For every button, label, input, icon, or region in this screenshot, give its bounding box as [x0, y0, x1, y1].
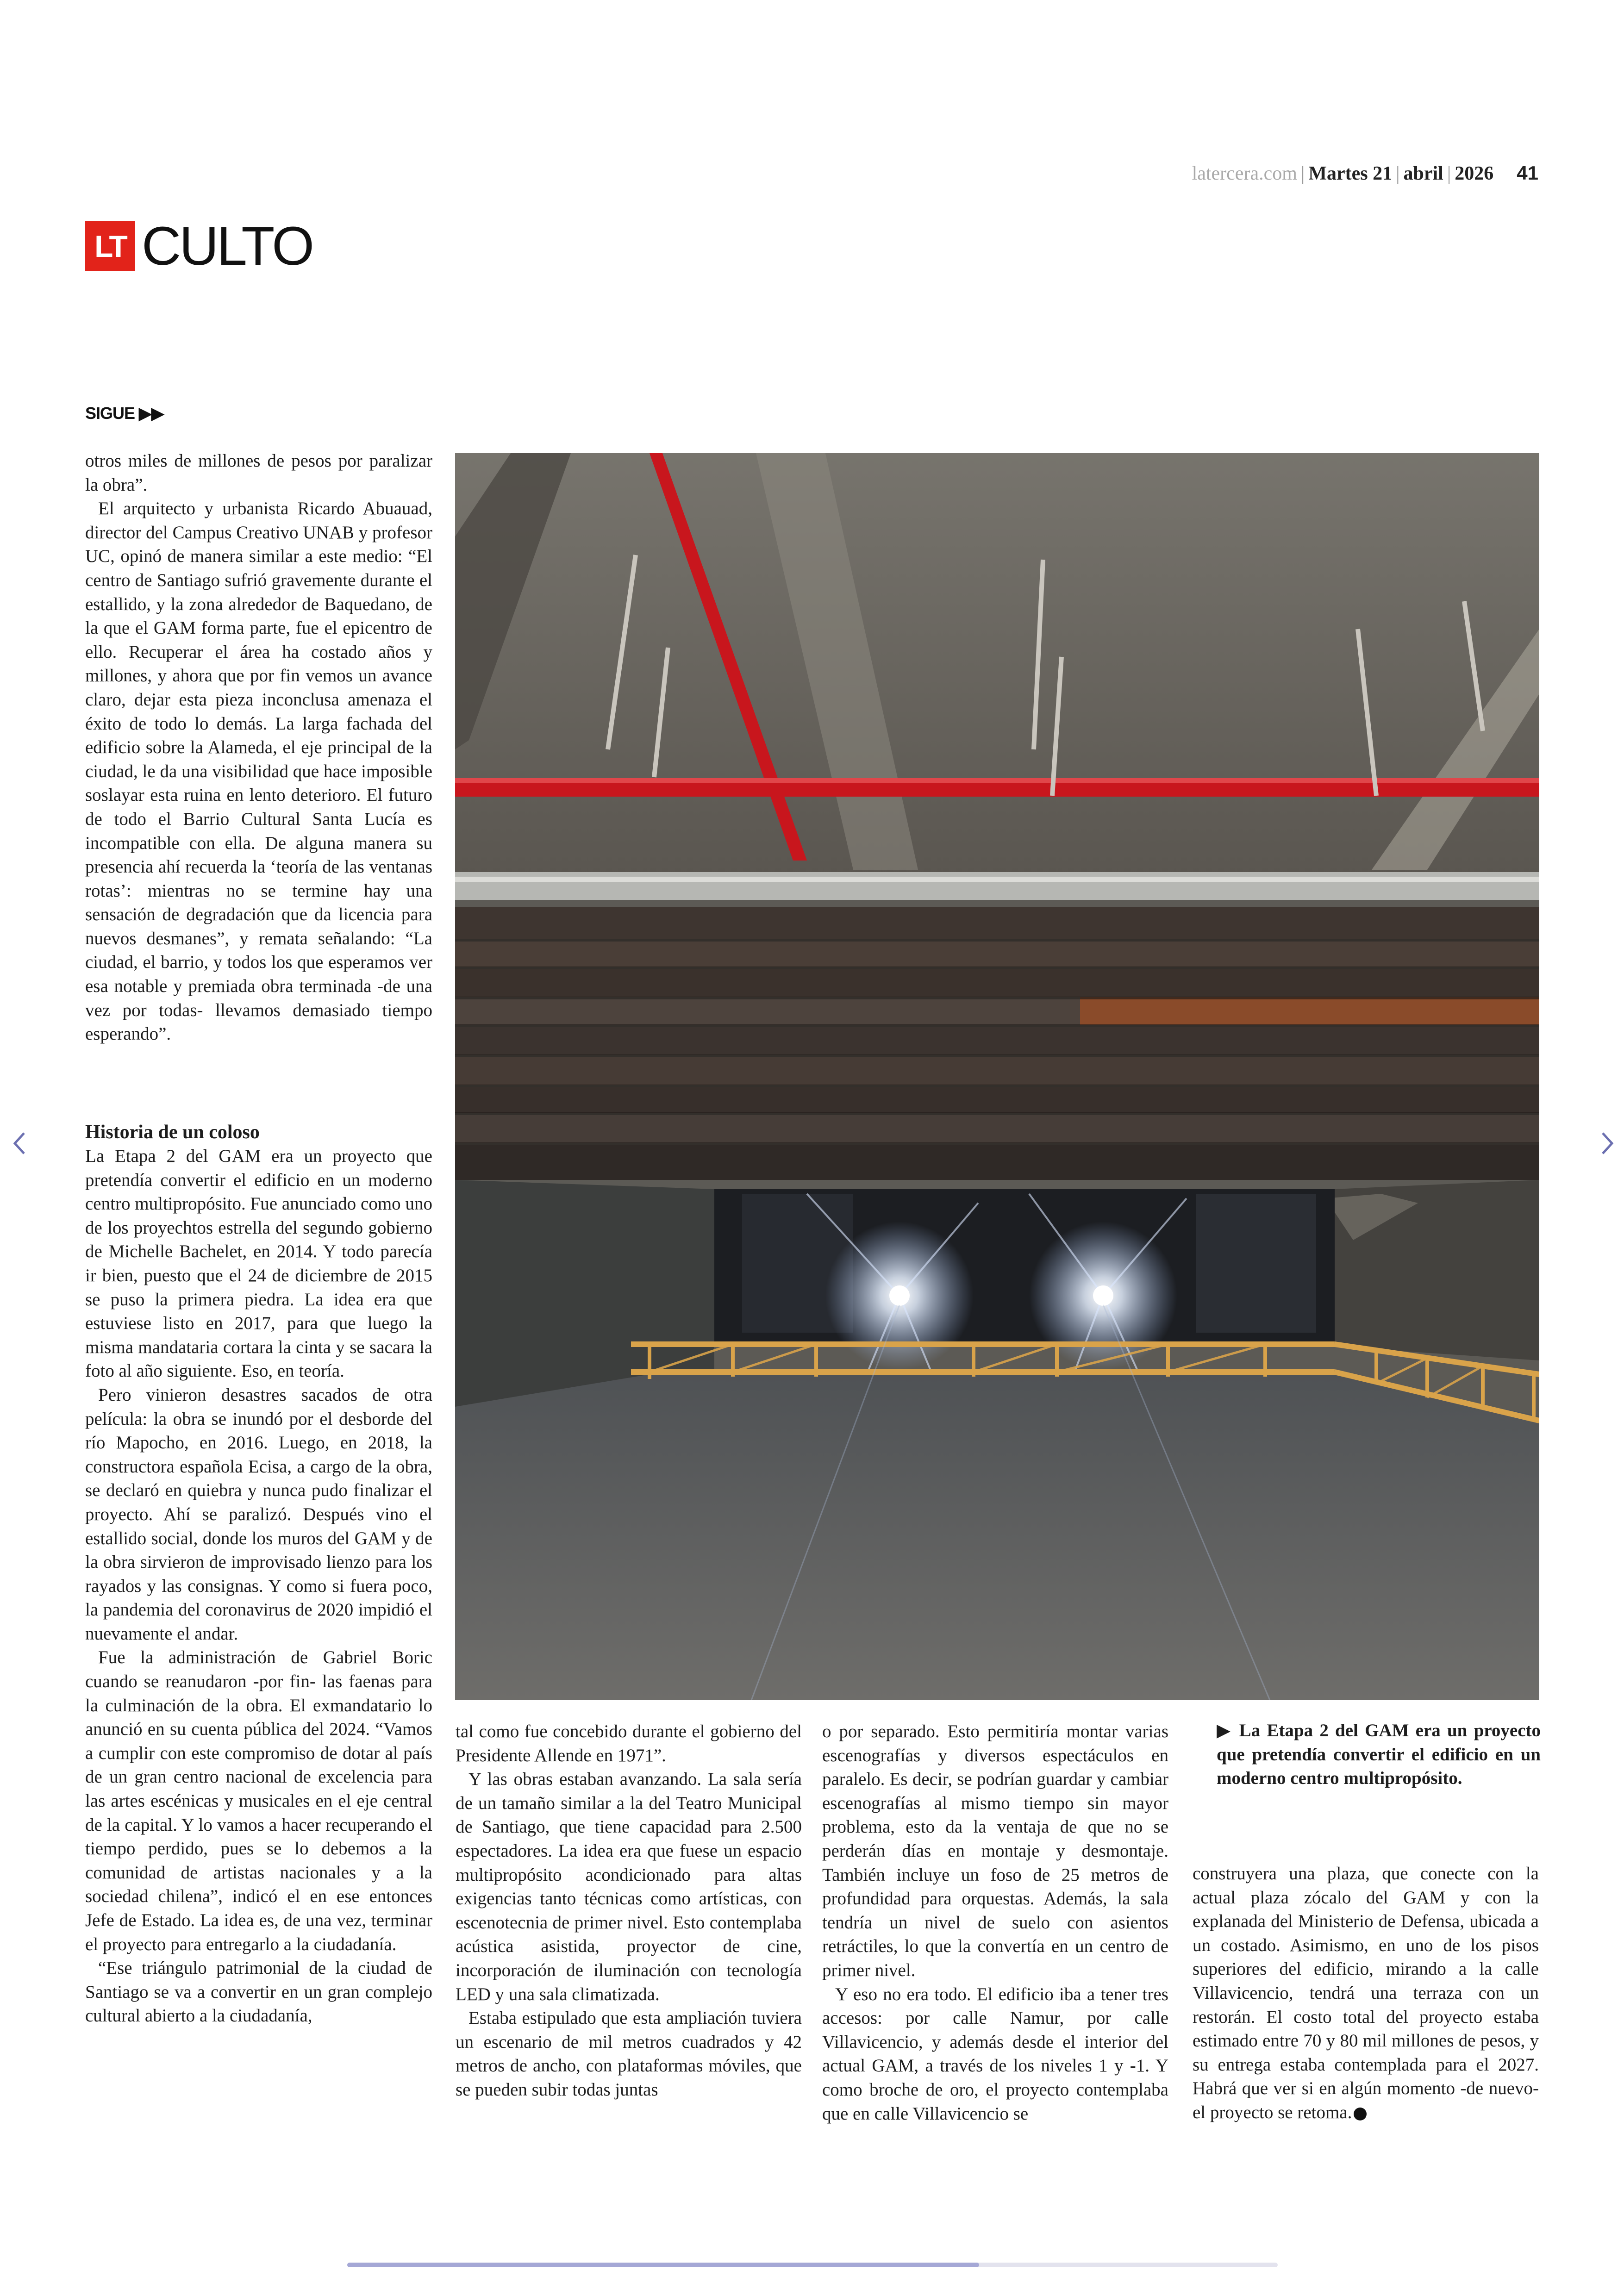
subheading: Historia de un coloso: [85, 1122, 260, 1143]
paragraph: Fue la administración de Gabriel Boric cuando se reanudaron -por fin- las faenas para la culminación de la obra. El exmandatario lo anunció en su cuenta pública del 2024. “Vamos a cumplir con este compromiso de dotar al país de un gran centro nacional de excelencia para las artes escénicas y musicales en el eje central de la capital. Y lo vamos a hacer recuperando el tiempo perdido, pues se lo debemos a la comunidad de artistas nacionales y a la sociedad chilena”, indicó el en ese entonces Jefe de Estado. La idea es, de una vez, terminar el proyecto para entregarlo a la ciudadanía.: [85, 1647, 432, 1954]
paragraph: Y eso no era todo. El edificio iba a tener tres accesos: por calle Namur, por calle Villavicencio, y además desde el interior del actual GAM, a través de los niveles 1 y -1. Y como broche de oro, el proyecto contemplaba que en calle Villavicencio se: [822, 1984, 1168, 2124]
photo-caption: ▶ La Etapa 2 del GAM era un proyecto que pretendía convertir el edificio en un moderno centro multipropósito.: [1217, 1721, 1541, 1789]
scroll-progress-bar[interactable]: [347, 2263, 1278, 2267]
article-column-4: [1193, 1862, 1539, 2125]
section-title: CULTO: [142, 216, 313, 277]
article-column-3: [822, 1720, 1168, 2126]
chevron-right-icon: [1598, 1129, 1617, 1157]
paragraph: otros miles de millones de pesos por paralizar la obra”.: [85, 451, 432, 495]
article-column-1-bottom: [85, 1120, 432, 2028]
section-logo: [85, 216, 313, 277]
continued-label: SIGUE ▶▶: [85, 404, 164, 423]
header-day: Martes 21: [1308, 163, 1393, 184]
paragraph: o por separado. Esto permitiría montar varias escenografías y diversos espectáculos en paralelo. Es decir, se podrían guardar y cambiar escenografías al mismo tiempo sin mayor problema, esto da la ventaja de que no se perderán días en montaje y desmontaje. También incluye un foso de 25 metros de profundidad para orquestas. Además, la sala tendría un nivel de suelo con asientos retráctiles, lo que la convertía en un centro de primer nivel.: [822, 1721, 1168, 1980]
construction-site-photo: [455, 453, 1539, 1700]
article-column-2: [456, 1720, 802, 2102]
paragraph: El arquitecto y urbanista Ricardo Abuauad, director del Campus Creativo UNAB y profesor UC, opinó de manera similar a este medio: “El centro de Santiago sufrió gravemente durante el estallido, y la zona alrededor de Baquedano, de la que el GAM forma parte, fue el epicentro de ello. Recuperar el área ha costado años y millones, y ahora que por fin vemos un avance claro, dejar esta pieza inconclusa amenaza el éxito de todo lo demás. La larga fachada del edificio sobre la Alameda, el eje principal de la ciudad, le da una visibilidad que hace imposible soslayar esta ruina en lento deterioro. El futuro de todo el Barrio Cultural Santa Lucía es incompatible con ella. De alguna manera su presencia ahí recuerda la ‘teoría de las ventanas rotas’: mientras no se termine hay una sensación de degradación que da licencia para nuevos desmanes”, y remata señalando: “La ciudad, el barrio, y todos los que esperamos ver esa notable y premiada obra terminada -de una vez por todas- llevamos demasiado tiempo esperando”.: [85, 499, 432, 1044]
paragraph: La Etapa 2 del GAM era un proyecto que pretendía convertir el edificio en un moderno centro multipropósito. Fue anunciado como uno de los proyechtos estrella del segundo gobierno de Michelle Bachelet, en 2014. Y todo parecía ir bien, puesto que el 24 de diciembre de 2015 se puso la primera piedra. La idea era que estuviese listo en 2017, para que luego la misma mandataria cortara la cinta y se sacara la foto al año siguiente. Eso, en teoría.: [85, 1146, 432, 1381]
chevron-left-icon: [10, 1129, 29, 1157]
site-name: latercera.com: [1192, 163, 1297, 184]
paragraph: Pero vinieron desastres sacados de otra película: la obra se inundó por el desborde del río Mapocho, en 2016. Luego, en 2018, la constructora española Ecisa, a cargo de la obra, se declaró en quiebra y nunca pudo finalizar el proyecto. Ahí se paralizó. Después vino el estallido social, donde los muros del GAM y de la obra sirvieron de improvisado lienzo para los rayados y las consignas. Y como si fuera poco, la pandemia del coronavirus de 2020 impidió el nuevamente el andar.: [85, 1384, 432, 1644]
paragraph: [1193, 1862, 1539, 2125]
header-year: 2026: [1455, 163, 1494, 184]
paragraph: Estaba estipulado que esta ampliación tuviera un escenario de mil metros cuadrados y 42 metros de ancho, con plataformas móviles, que se pueden subir todas juntas: [456, 2008, 802, 2100]
article-photo: [455, 453, 1539, 1700]
paragraph: “Ese triángulo patrimonial de la ciudad de Santiago se va a convertir en un gran complejo cultural abierto a la ciudadanía,: [85, 1958, 432, 2026]
page-header: latercera.com | Martes 21 | abril | 2026 41: [1192, 162, 1538, 184]
paragraph: tal como fue concebido durante el gobierno del Presidente Allende en 1971”.: [456, 1721, 802, 1765]
prev-page-button[interactable]: [10, 1127, 29, 1165]
scroll-thumb[interactable]: [347, 2263, 979, 2267]
next-page-button[interactable]: [1598, 1127, 1617, 1165]
page-number: 41: [1517, 162, 1538, 184]
end-mark-icon: [1354, 2108, 1367, 2120]
header-month: abril: [1403, 163, 1443, 184]
lt-badge: LT: [85, 221, 135, 271]
article-column-1-top: [85, 449, 432, 1046]
paragraph-text: construyera una plaza, que conecte con la actual plaza zócalo del GAM y con la explanada del Ministerio de Defensa, ubicada a un costado. Asimismo, en uno de los pisos superiores del edificio, mirando a la calle Villavicencio, tendrá una terraza con un restorán. El costo total del proyecto estaba estimado entre 70 y 80 mil millones de pesos, y su entrega estaba contemplada para el 2027. Habrá que ver si en algún momento -de nuevo- el proyecto se retoma.: [1193, 1864, 1539, 2122]
paragraph: Y las obras estaban avanzando. La sala sería de un tamaño similar a la del Teatro Municipal de Santiago, que tiene capacidad para 2.500 espectadores. La idea era que fuese un espacio multipropósito acondicionado para altas exigencias tanto técnicas como artísticas, con escenotecnia de primer nivel. Esto contemplaba acústica asistida, proyector de cine, incorporación de iluminación con tecnología LED y una sala climatizada.: [456, 1769, 802, 2004]
